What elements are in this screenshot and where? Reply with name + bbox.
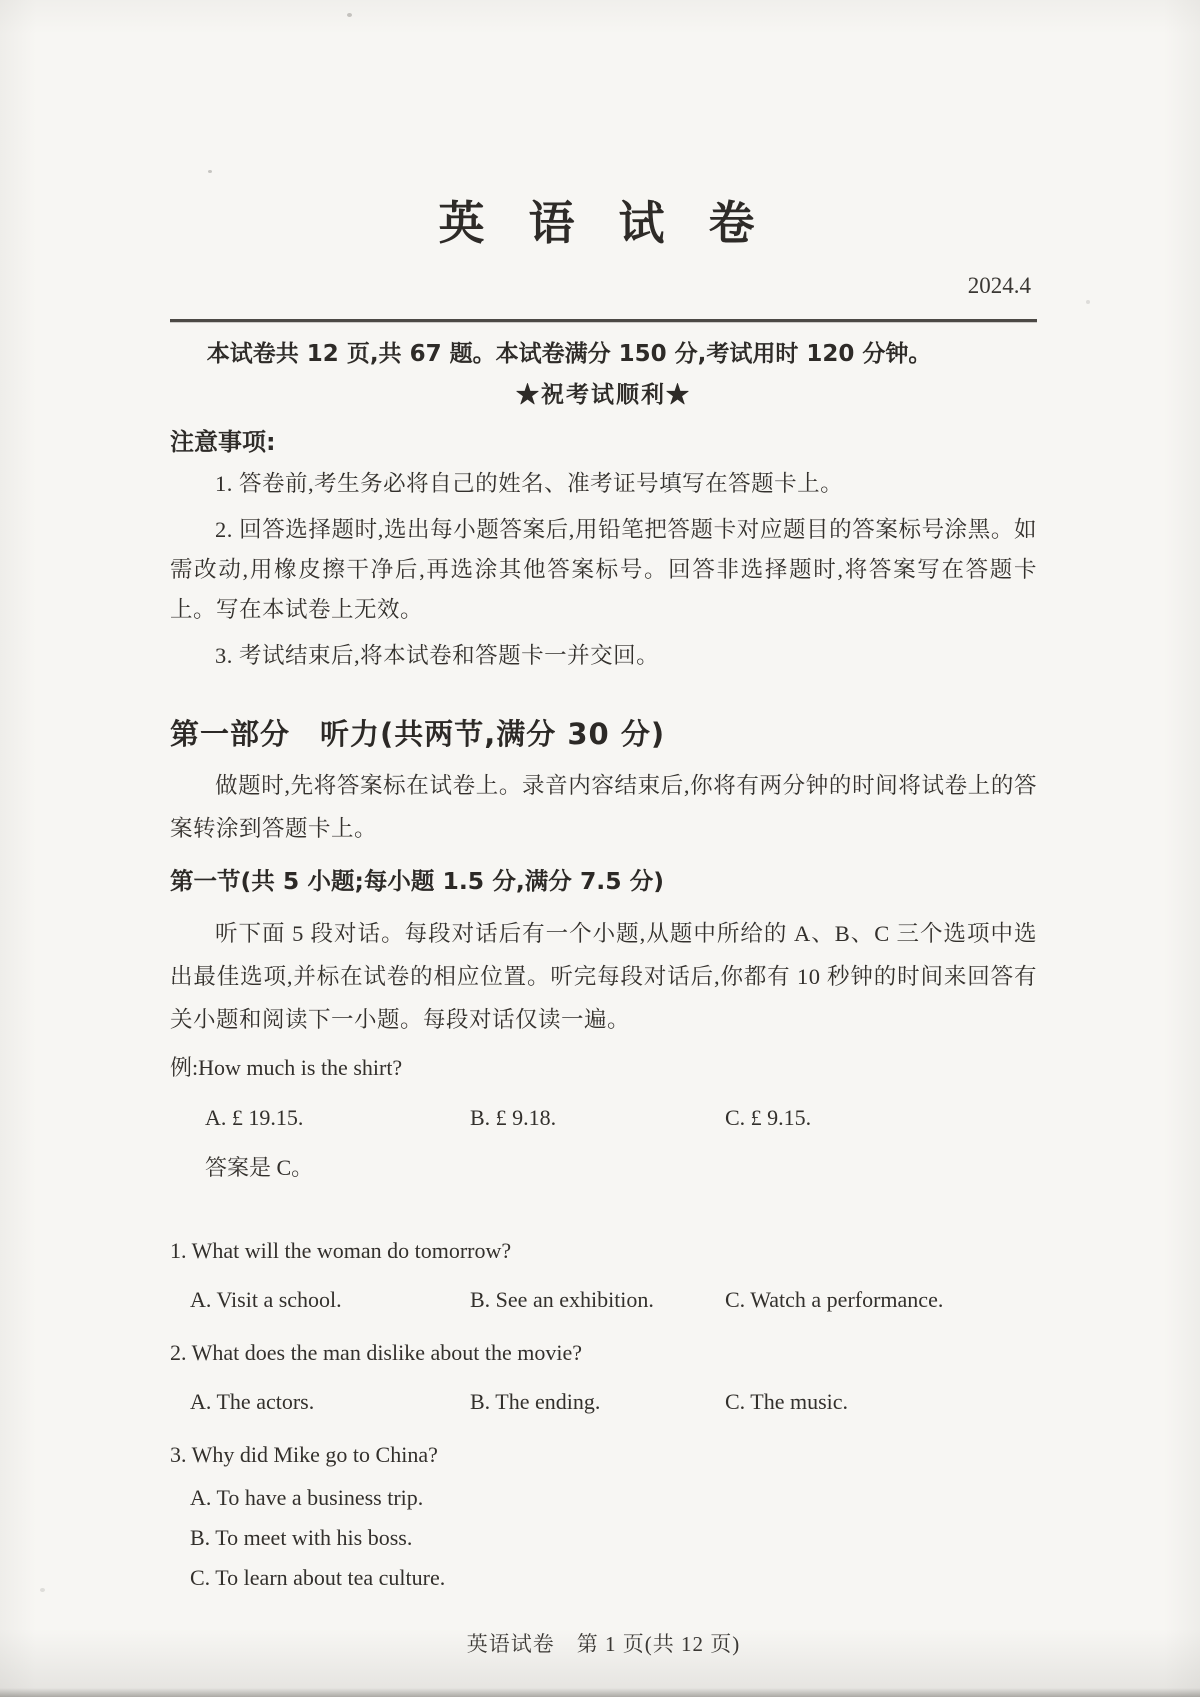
question-1 — [170, 1231, 1037, 1319]
scan-speck — [347, 13, 352, 17]
example-option-a: A. £ 19.15. — [205, 1105, 304, 1130]
example-option-b: B. £ 9.18. — [470, 1105, 557, 1130]
notice-item-2: 2. 回答选择题时,选出每小题答案后,用铅笔把答题卡对应题目的答案标号涂黑。如需改动,用橡皮擦干净后,再选涂其他答案标号。回答非选择题时,将答案写在答题卡上。写在本试卷上无效。 — [170, 517, 1037, 622]
section1-heading: 第一节(共 5 小题;每小题 1.5 分,满分 7.5 分) — [170, 867, 665, 895]
divider-line — [170, 319, 1037, 322]
page-content — [170, 0, 1037, 1659]
example-prompt: 例:How much is the shirt? — [170, 1055, 403, 1080]
part1-heading: 第一部分 听力(共两节,满分 30 分) — [170, 717, 666, 751]
scan-speck — [208, 170, 212, 173]
question-1-option-b: B. See an exhibition. — [470, 1287, 654, 1312]
blessing-line: ★祝考试顺利★ — [516, 382, 691, 407]
notice-heading: 注意事项: — [170, 428, 276, 456]
question-3-option-a: A. To have a business trip. — [190, 1485, 424, 1510]
example-option-c: C. £ 9.15. — [725, 1105, 812, 1130]
question-3-option-b: B. To meet with his boss. — [190, 1525, 413, 1550]
question-2 — [170, 1333, 1037, 1421]
notice-item-1: 1. 答卷前,考生务必将自己的姓名、准考证号填写在答题卡上。 — [215, 471, 844, 496]
scan-speck — [1086, 300, 1090, 304]
part1-intro: 做题时,先将答案标在试卷上。录音内容结束后,你将有两分钟的时间将试卷上的答案转涂到答题卡上。 — [170, 773, 1037, 841]
question-3 — [170, 1435, 1037, 1595]
question-2-option-a: A. The actors. — [190, 1389, 315, 1414]
scan-speck — [40, 1588, 45, 1592]
question-3-option-c: C. To learn about tea culture. — [190, 1565, 446, 1590]
question-1-option-c: C. Watch a performance. — [725, 1287, 944, 1312]
example-answer: 答案是 C。 — [205, 1155, 314, 1180]
question-2-option-c: C. The music. — [725, 1389, 849, 1414]
exam-summary: 本试卷共 12 页,共 67 题。本试卷满分 150 分,考试用时 120 分钟。 — [206, 341, 932, 367]
question-1-option-a: A. Visit a school. — [190, 1287, 342, 1312]
scan-bottom-edge — [0, 1688, 1200, 1697]
page-footer: 英语试卷 第 1 页(共 12 页) — [466, 1632, 741, 1656]
notice-item-3: 3. 考试结束后,将本试卷和答题卡一并交回。 — [215, 643, 660, 668]
question-1-options-row — [170, 1281, 1037, 1319]
section1-intro: 听下面 5 段对话。每段对话后有一个小题,从题中所给的 A、B、C 三个选项中选出最佳选项,并标在试卷的相应位置。听完每段对话后,你都有 10 秒钟的时间来回答有关小题和阅读下一小题。每段对话仅读一遍。 — [170, 921, 1037, 1032]
question-2-options-row — [170, 1383, 1037, 1421]
exam-title: 英 语 试 卷 — [438, 196, 769, 250]
question-2-stem: 2. What does the man dislike about the movie? — [170, 1340, 582, 1365]
exam-date: 2024.4 — [967, 273, 1031, 298]
question-2-option-b: B. The ending. — [470, 1389, 601, 1414]
example-options-row — [170, 1099, 1037, 1137]
question-3-stem: 3. Why did Mike go to China? — [170, 1442, 438, 1467]
question-1-stem: 1. What will the woman do tomorrow? — [170, 1238, 512, 1263]
